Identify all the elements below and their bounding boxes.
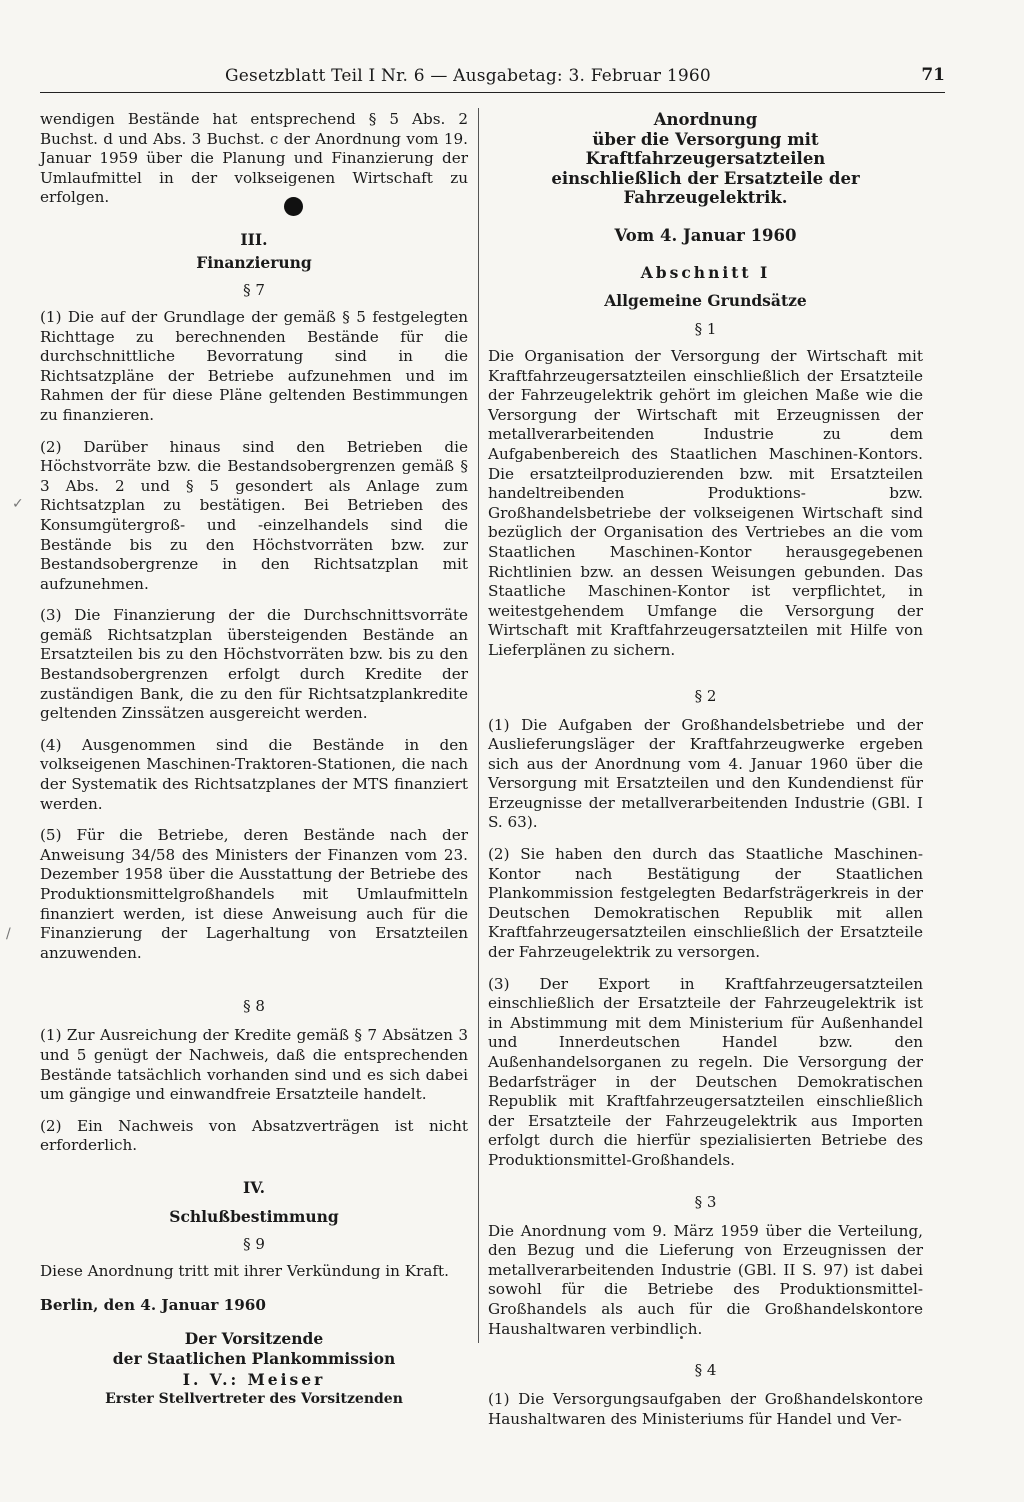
section-title: Allgemeine Grundsätze <box>604 290 807 310</box>
paragraph-1: Die Organisation der Versorgung der Wirtschaft mit Kraftfahrzeugersatzteilen einschließlich der Ersatzteile der Fahrzeugelektrik gehört im gleichen Maße wie die Versorgung der Wirtschaft mit Erzeugnissen der metallverarbeitenden Industrie zu dem Aufgabenbereich des Staatlichen Maschinen-Kontors. Die ersatzteilproduzierenden bzw. mit Ersatzteilen handeltreibenden Produktions- bzw. Großhandelsbetriebe der volkseigenen Wirtschaft sind bezüglich der Organisation des Vertriebes an die vom Staatlichen Maschinen-Kontor herausgegebenen Richtlinien bzw. an dessen Weisungen gebunden. Das Staatliche Maschinen-Kontor ist verpflichtet, in weitestgehendem Umfange die Versorgung der Wirtschaft mit Kraftfahrzeugersatzteilen mit Hilfe von Lieferplänen zu sichern. <box>488 347 923 659</box>
page-header <box>40 66 945 93</box>
paragraph-9: Diese Anordnung tritt mit ihrer Verkündung in Kraft. <box>40 1261 449 1280</box>
paragraph-7-2: (2) Darüber hinaus sind den Betrieben die Höchstvorräte bzw. die Bestandsobergrenzen gemäß § 3 Abs. 2 und § 5 gesondert als Anlage zum Richtsatzplan zu bestätigen. Bei Betrieben des Konsumgütergroß- und -einzelhandels sind die Bestände bis zu den Höchstvorräten bzw. zur Bestandsobergrenze in den Richtsatzplan mit aufzunehmen. <box>40 437 468 593</box>
intro-paragraph: wendigen Bestände hat entsprechend § 5 Abs. 2 Buchst. d und Abs. 3 Buchst. c der Anordnung vom 19. Januar 1959 über die Planung und Finanzierung der Umlaufmittel in der volkseigenen Wirtschaft zu erfolgen. <box>40 110 468 207</box>
running-title: Gesetzblatt Teil I Nr. 6 — Ausgabetag: 3. Februar 1960 <box>225 66 711 86</box>
page-number: 71 <box>921 65 945 85</box>
paragraph-sign: § 3 <box>694 1192 717 1211</box>
ordinance-subtitle: über die Versorgung mit Kraftfahrzeugersatzteilen <box>585 129 826 168</box>
paragraph-sign: § 9 <box>243 1234 265 1253</box>
signatory-title: Der Vorsitzende <box>184 1329 324 1349</box>
section-title: Finanzierung <box>196 253 312 273</box>
paragraph-sign: § 7 <box>243 280 265 299</box>
paragraph-sign: § 8 <box>243 997 265 1016</box>
paragraph-2-2: (2) Sie haben den durch das Staatliche Maschinen-Kontor nach Bestätigung der Staatlichen Plankommission festgelegten Bedarfsträgerkreis in der Deutschen Demokratischen Republik mit allen Kraftfahrzeugersatzteilen einschließlich der Ersatzteile der Fahrzeugelektrik zu versorgen. <box>488 845 923 962</box>
section-number: Abschnitt I <box>640 263 771 282</box>
paragraph-7-3: (3) Die Finanzierung der die Durchschnittsvorräte gemäß Richtsatzplan übersteigenden Bestände an Ersatzteilen bis zu den Höchstvorräten bzw. bis zu den Bestandsobergrenzen erfolgt durch Kredite der zuständigen Bank, die zu den für Richtsatzplankredite geltenden Zinssätzen ausgereicht werden. <box>40 606 468 723</box>
section-number: IV. <box>243 1177 265 1197</box>
signatory-institution: der Staatlichen Plankommission <box>112 1348 396 1368</box>
signatory-role: Erster Stellvertreter des Vorsitzenden <box>105 1390 403 1407</box>
paragraph-7-1: (1) Die auf der Grundlage der gemäß § 5 festgelegten Richttage zu berechnenden Bestände für die durchschnittliche Bevorratung sind in die Richtsatzpläne der Betriebe aufzunehmen und im Rahmen der für diese Pläne geltenden Bestimmungen zu finanzieren. <box>40 307 468 424</box>
paragraph-8-2: (2) Ein Nachweis von Absatzverträgen ist nicht erforderlich. <box>40 1116 468 1155</box>
left-column <box>40 110 468 1409</box>
paragraph-sign: § 2 <box>694 686 717 705</box>
paragraph-2-3: (3) Der Export in Kraftfahrzeugersatzteilen einschließlich der Ersatzteile der Fahrzeugelektrik ist in Abstimmung mit dem Ministerium für Außenhandel und Innerdeutschen Handel bzw. den Außenhandelsorganen zu regeln. Die Versorgung der Bedarfsträger in der Deutschen Demokratischen Republik mit Kraftfahrzeugersatzteilen einschließlich der Ersatzteile der Fahrzeugelektrik aus Importen erfolgt durch die hierfür spezialisierten Betriebe des Produktionsmittel-Großhandels. <box>488 974 923 1169</box>
margin-mark: ✓ <box>12 496 24 512</box>
paragraph-2-1: (1) Die Aufgaben der Großhandelsbetriebe und der Auslieferungsläger der Kraftfahrzeugwerke ergeben sich aus der Anordnung vom 4. Januar 1960 über die Versorgung mit Ersatzteilen und den Kundendienst für Erzeugnisse der metallverarbeitenden Industrie (GBl. I S. 63). <box>488 715 923 832</box>
section-title: Schlußbestimmung <box>169 1207 339 1227</box>
ordinance-title: Anordnung <box>653 110 758 129</box>
paragraph-7-4: (4) Ausgenommen sind die Bestände in den volkseigenen Maschinen-Traktoren-Stationen, die nach der Systematik des Richtsatzplanes der MTS finanziert werden. <box>40 735 468 813</box>
ordinance-subtitle: einschließlich der Ersatzteile der Fahrzeugelektrik. <box>551 168 860 207</box>
paragraph-sign: § 1 <box>694 320 717 338</box>
paragraph-sign: § 4 <box>694 1361 717 1380</box>
paragraph-3: Die Anordnung vom 9. März 1959 über die Verteilung, den Bezug und die Lieferung von Erzeugnissen der metallverarbeitenden Industrie (GBl. II S. 97) ist dabei sowohl für die Betriebe des Produktionsmittel-Großhandels als auch für die Großhandelskontore Haushaltwaren verbindlich. <box>488 1221 923 1338</box>
signatory-name: I. V.: Meiser <box>182 1370 326 1390</box>
column-divider <box>478 108 479 1343</box>
right-column <box>488 110 923 1429</box>
ordinance-date: Vom 4. Januar 1960 <box>614 225 797 245</box>
paragraph-4: (1) Die Versorgungsaufgaben der Großhandelskontore Haushaltwaren des Ministeriums für Handel und Ver- <box>488 1390 923 1428</box>
section-number: III. <box>240 229 268 249</box>
place-date: Berlin, den 4. Januar 1960 <box>40 1295 266 1314</box>
paragraph-8-1: (1) Zur Ausreichung der Kredite gemäß § 7 Absätzen 3 und 5 genügt der Nachweis, daß die entsprechenden Bestände tatsächlich vorhanden sind und es sich dabei um gängige und einwandfreie Ersatzteile handelt. <box>40 1026 468 1104</box>
paragraph-7-5: (5) Für die Betriebe, deren Bestände nach der Anweisung 34/58 des Ministers der Finanzen vom 23. Dezember 1958 über die Ausstattung der Betriebe des Produktionsmittelgroßhandels mit Umlaufmitteln finanziert werden, ist diese Anweisung auch für die Finanzierung der Lagerhaltung von Ersatzteilen anzuwenden. <box>40 826 468 962</box>
margin-mark: / <box>6 926 11 942</box>
